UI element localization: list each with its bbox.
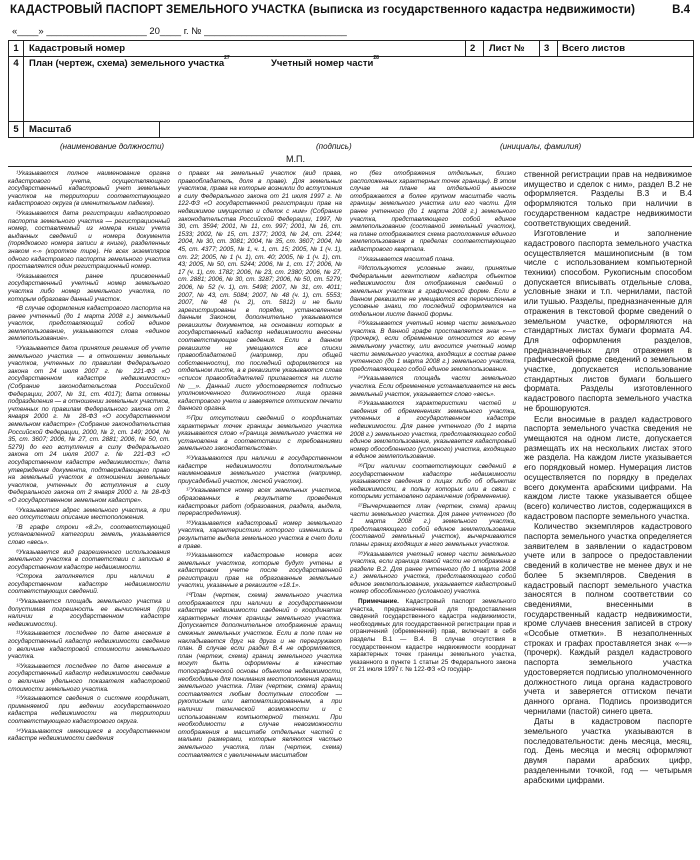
total-sheets-label: Всего листов — [562, 43, 626, 54]
footnote: ¹⁵При отсутствии сведений о координатах характерных точек границы земельного участка указывается слово «Граница земельного участка не установлена в соответствии с требованиями земельного законодательства». — [178, 415, 342, 453]
footnote: ³Указывается ранее присвоенный государственный учетный номер земельного участка либо номер земельного участка, по которым образован данный участок. — [8, 272, 170, 303]
instruction-paragraph: Даты в кадастровом паспорте земельного участка указываются в последовательности: день месяца, месяц, год. День месяца и месяц оформляют двумя парами арабских цифр, разделенными точкой, год — четырьмя арабскими цифрами. — [524, 717, 692, 785]
instructions-column — [524, 170, 692, 856]
footnote: ¹²Указывается последнее по дате внесения в государственный кадастр недвижимости сведение о величине удельного показателя кадастровой стоимости земельного участка. — [8, 662, 170, 693]
footnote: ⁵Указывается дата принятия решения об учете земельного участка — в отношении земельных участков, учтенных по правилам Федерального закона от 24 июля 2007 г. № 221-ФЗ «О государственном кадастре недвижимости» (Собрание законодательства Российской Федерации, 2007, № 31, ст. 4017); дата отмены подразделения — в отношении земельных участков, учтенных по правилам Федерального закона от 2 января 2000 г. № 28-ФЗ «О государственном земельном кадастре» (Собрание законодательства Российской Федерации, 2000, № 2, ст. 149; 2004, № 35, ст. 3607; 2006, № 27, ст. 2881; 2006, № 50, ст. 5279) до его вступления в силу Федерального закона от 24 июля 2007 г. № 221-ФЗ «О государственном кадастре недвижимости»; дата утверждения документа, подтверждающего право на земельный участок в отношении земельных участков, учтенных до вступления в силу Федерального закона от 2 января 2000 г. № 28-ФЗ «О государственном земельном кадастре». — [8, 345, 170, 504]
form-code: В.4 — [672, 4, 690, 16]
note-label: Примечание. — [358, 598, 399, 606]
footnote: ¹¹Указывается последнее по дате внесения в государственный кадастр недвижимости сведение о величине кадастровой стоимости земельного участка. — [8, 630, 170, 661]
row-scale — [9, 121, 693, 137]
footnote: ²¹Указывается масштаб плана. — [358, 255, 455, 263]
footnote: ¹⁷Указывается номер всех земельных участков, образованных в результате проведения кадастровых работ (образования, раздела, выдела, перераспределения). — [178, 487, 342, 518]
footnote: ²⁶При наличии соответствующих сведений в государственном кадастре недвижимости указываются сведения о лицах либо об объектах недвижимости, в пользу которых или в связи с которыми установлено ограничение (обременение). — [350, 462, 516, 501]
cadastral-number-label: Кадастровый номер — [29, 43, 126, 54]
footnote: ¹⁶Указываются при наличии в государственном кадастре недвижимости дополнительные наименования земельного участка (например, приусадебный участок, лесной участок). — [178, 454, 342, 485]
part-number-label: Учетный номер части 28 — [271, 55, 379, 69]
footnote: ²⁸Указывается учетный номер части земельного участка, если граница такой части не отображена в разделе В.2. Для ранее учтенного (до 1 марта 2008 г.) земельного участка, представляющего собой единое землепользование, указывается кадастровый номер обособленного (условного) участка. — [350, 550, 516, 596]
divider — [557, 41, 558, 56]
divider — [483, 41, 484, 56]
instruction-paragraph: ственной регистрации прав на недвижимое имущество и сделок с ним», раздел В.2 не оформляется. Разделы В.3 и В.4 оформляются только при наличии в государственном кадастре недвижимости соответствующих сведений. — [524, 170, 692, 228]
position-caption: (наименование должности) — [60, 142, 165, 151]
row-cadastral-number — [9, 41, 693, 57]
footnote: ¹³Указываются сведения о системе координат, применяемой при ведении государственного кадастра недвижимости на территории соответствующего кадастрового округа. — [8, 695, 170, 725]
footnote: ²²Используются условные знаки, принятые Федеральным агентством кадастра объектов недвижимости для отображения сведений о земельных участках в графической форме. Если в данном реквизите не умещаются все перечисленные условные знаки, то последний оформляется на отдельном листе данной формы. — [350, 265, 516, 318]
note-paragraph — [350, 598, 516, 674]
date-number-line: «____» ___________________ 20____ г. № ___________________________ — [12, 26, 347, 37]
form-table — [8, 40, 694, 138]
footnote: ¹⁴Указываются имеющиеся в государственном кадастре недвижимости сведения — [8, 727, 170, 743]
instruction-paragraph: Если вносимые в раздел кадастрового паспорта земельного участка сведения не умещаются на одном листе, допускается размещать их на нескольких листах этого же раздела. На каждом листе указывается его порядковый номер. Нумерация листов осуществляется по порядку в пределах всего документа арабскими цифрами. На каждом листе также указывается общее (всего) количество листов, содержащихся в кадастровом паспорте земельного участка. — [524, 414, 692, 521]
footnote: ²⁰План (чертеж, схема) земельного участка отображается при наличии в государственном кадастре недвижимости сведений о координатах характерных точек границы земельного участка. Допускается дополнительное отображение границ смежных земельных участков. Если в поле план не накладывается друг на друга и не перегружают план. В случае если раздел В.4 не оформляется, план (чертеж, схема) границ земельного участка могут быть оформлены в качестве топографической основы объектов недвижимости, необходимые для понимания местоположения границ земельного участка. План (чертеж, схема) границ составляется любым доступным способом — рукописным или автоматизированным, а при наличии технической возможности и с использованием компьютерной техники. При необходимости в случае невозможности отображения в масштабе отдельных частей с малыми размерами, которые являются частью земельного участка, план (чертеж, схема) составляется с увеличенным масштабом — [178, 592, 342, 759]
stamp-placeholder: М.П. — [286, 154, 305, 164]
footnote: ⁹Строка заполняется при наличии в государственном кадастре недвижимости соответствующих сведений. — [8, 573, 170, 596]
footnote: ²⁵Указываются характеристики частей и сведения об обременениях земельного участка, учтенных в государственном кадастре недвижимости. Для ранее учтенного (до 1 марта 2008 г.) земельного участка, представляющего собой единое землепользование, указывается кадастровый номер обособленного (условного) участка, входящего в единое землепользование. — [350, 400, 516, 461]
row-number: 3 — [544, 43, 550, 54]
divider — [465, 41, 466, 56]
row-number: 4 — [9, 56, 24, 121]
footnotes-column-3 — [350, 170, 516, 856]
footnote: ¹⁹Указываются кадастровые номера всех земельных участков, которые будут учтены в кадастровом учете после государственной регистрации прав на образованные земельные участки, указанные в реквизите «18.1». — [178, 552, 342, 590]
footnote: ⁸Указывается вид разрешенного использования земельного участка в соответствии с записью в государственном кадастре недвижимости. — [8, 548, 170, 571]
footnote: ¹Указывается полное наименование органа кадастрового учета, осуществляющего государственный кадастровый учет земельных участков на территории соответствующего кадастрового округа (в именительном падеже). — [8, 170, 170, 208]
row-plan — [9, 56, 693, 122]
footnotes-column-1 — [8, 170, 170, 856]
footnote: ²³Указывается учетный номер части земельного участка. В данной графе проставляется знак «—» (прочерк), если обременение относится ко всему земельному участку, или вносится учетный номер части земельного участка, входящих в состав ранее учтенного (до 1 марта 2008 г.) земельного участка, представляющего собой единое землепользование. — [350, 320, 516, 373]
signature-caption: (подпись) — [316, 142, 352, 151]
divider — [539, 41, 540, 56]
divider — [159, 121, 160, 137]
name-caption: (инициалы, фамилия) — [500, 142, 582, 151]
scale-label: Масштаб — [29, 123, 72, 135]
section-divider — [8, 166, 692, 167]
footnote: ²Указывается дата регистрации кадастрового паспорта земельного участка — регистрационный номер, составляемый из номера книги учета выданных сведений и номера документа (порядкового номера записи в книге), разделенных знаком «-» (короткое тире). Не всех экземпляров одного кадастрового паспорта земельного участка проставляется один регистрационный номер. — [8, 209, 170, 271]
footnote: но (без отображения отдельных, близко расположенных характерных точек границы). В этом случае на плане на отдельной выноске отображается в более крупном масштабе часть границы земельного участка или его части. Для ранее учтенного (до 1 марта 2008 г.) земельного участка, представляющего собой единое землепользование (составной земельный участок), на плане отображается схема расположения единого землепользования в пределах соответствующего кадастрового квартала. — [350, 170, 516, 253]
row-number: 1 — [9, 41, 24, 56]
footnote: ⁴В случае оформления кадастрового паспорта на ранее учтенный (до 1 марта 2008 г.) земельный участок, представляющий собой единое землепользование, указываются слова «единое землепользование». — [8, 305, 170, 343]
row-number: 5 — [9, 121, 24, 137]
footnote: ¹⁸Указывается кадастровый номер земельного участка, характеристики которого изменились в результате выдела земельного участка в счет доли в праве. — [178, 519, 342, 550]
plan-label: План (чертеж, схема) земельного участка 27 — [29, 55, 230, 69]
footnote: ⁶Указывается адрес земельного участка, а при его отсутствии описание местоположения. — [8, 506, 170, 522]
footnote: ¹⁰Указывается площадь земельного участка и допустимая погрешность ее вычисления (при наличии в государственном кадастре недвижимости). — [8, 598, 170, 628]
footnote: ²⁷Вычерчивается план (чертеж, схема) границ части земельного участка. Для ранее учтенного (до 1 марта 2008 г.) земельного участка, представляющего собой единое землепользование (составной земельный участок), вычерчиваются планы границ входящих в него земельных участков. — [350, 502, 516, 548]
footnote: ⁷В графе строки «8.2», соответствующей установленной категории земель, указывается слово «весь». — [8, 523, 170, 546]
footnote: о правах на земельный участок (вид права, правообладатель, доля в праве). Для земельных участков, права на которые возникли до вступления в силу Федерального закона от 21 июля 1997 г. № 122-ФЗ «О государственной регистрации прав на недвижимое имущество и сделок с ним» (Собрание законодательства Российской Федерации, 1997, № 30, ст. 3594; 2001, № 11, ст. 997; 2001, № 16, ст. 1533; 2002, № 15, ст. 1377; 2003, № 24, ст. 2244; 2004, № 30, ст. 3081; 2004, № 35, ст. 3607; 2004, № 45, ст. 4377; 2005, № 1, ч. 1, ст. 15; 2005, № 1 (ч. 1), ст. 22; 2005, № 1 (ч. 1), ст. 40; 2005, № 1 (ч. 1), ст. 43; 2005, № 50, ст. 5244; 2006, № 1, ст. 17; 2006, № 17 (ч. 1), ст. 1782; 2006, № 23, ст. 2380; 2006, № 27, ст. 2881; 2006, № 30, ст. 3287; 2006, № 50, ст. 5279; 2006, № 52 (ч. 1), ст. 5498; 2007, № 31, ст. 4011; 2007, № 43, ст. 5084; 2007, № 48 (ч. 1), ст. 5553; 2007, № 48 (ч. 2), ст. 5812) и не были зарегистрированы в порядке, установленном данным Законом, дополнительно указываются реквизиты документов, на основании которых в государственный кадастр недвижимости внесены соответствующие сведения. Если в данном реквизите не умещаются все списки правообладателей (например, при общей собственности), то последний оформляется на отдельном листе, а в реквизите указываются слова «список правообладателей прилагается на листе №__». Данный лист удостоверяется подписью уполномоченного должностного лица органа кадастрового учета и заверяется оттиском печати данного органа. — [178, 170, 342, 413]
instruction-paragraph: Количество экземпляров кадастрового паспорта земельного участка определяется заявителем в заявлении о кадастровом учете или в запросе о предоставлении сведений в количестве не менее двух и не более 5 экземпляров. Сведения в кадастровый паспорт земельного участка заносятся в полном соответствии со сведениями, внесенными в государственный кадастр недвижимости, кроме случаев внесения записей в строку «Особые отметки». В незаполненных строках и графах проставляется знак «—» (прочерк). Каждый раздел кадастрового паспорта земельного участка удостоверяется подписью уполномоченного должностного лица органа кадастрового учета и заверяется оттиском печати данного органа. Подпись производится чернилами (пастой) синего цвета. — [524, 522, 692, 716]
instruction-paragraph: Изготовление и заполнение кадастрового паспорта земельного участка осуществляется машинописным (в том числе с использованием компьютерной техники) способом. Рукописным способом допускается вписывать отдельные слова, условные знаки и т.п. чернилами, пастой или тушью. Разделы, предназначенные для отражения в текстовой форме сведений о земельном участке, оформляются на стандартных листах бумаги формата А4. Для оформления разделов, предназначенных для отражения в графической форме сведений о земельном участке, допускается использование стандартных листов бумаги большего формата. Разделы изготовленного кадастрового паспорта земельного участка не брошюруются. — [524, 229, 692, 413]
footnote: ²⁴Указывается площадь части земельного участка. Если обременение устанавливается на весь земельный участок, указывается слово «весь». — [350, 375, 516, 398]
note-text: Кадастровый паспорт земельного участка, предназначенный для предоставления сведений государственного кадастра недвижимости, необходимых для государственной регистрации прав и ограничений (обременений) прав, включает в себя разделы В.1 — В.4. В случае отсутствия в государственном кадастре недвижимости координат характерных точек границы земельного участка, указанного в пункте 1 статьи 25 Федерального закона от 21 июля 1997 г. № 122-ФЗ «О государ- — [350, 598, 516, 674]
footnotes-column-2 — [178, 170, 342, 856]
document-title: КАДАСТРОВЫЙ ПАСПОРТ ЗЕМЕЛЬНОГО УЧАСТКА (выписка из государственного кадастра недвижимости) — [10, 4, 636, 16]
footnotes-area — [8, 170, 692, 856]
sheet-number-label: Лист № — [489, 43, 525, 54]
row-number: 2 — [470, 43, 476, 54]
